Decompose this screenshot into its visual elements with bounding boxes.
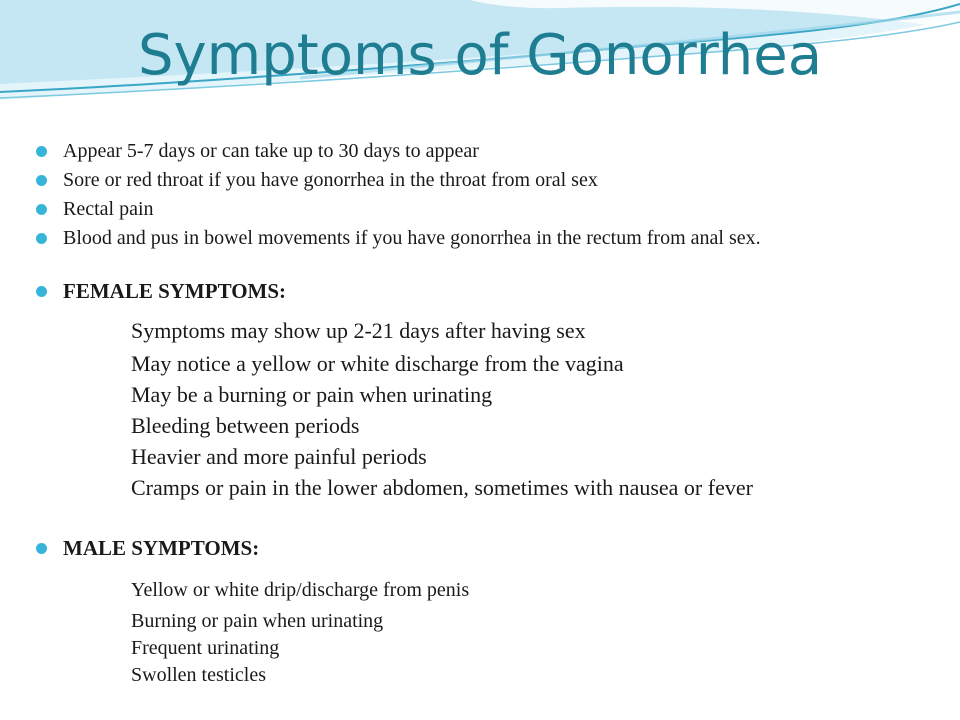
bullet-dot-icon <box>36 175 47 186</box>
slide-title: Symptoms of Gonorrhea <box>137 23 823 88</box>
female-symptoms-heading: FEMALE SYMPTOMS: <box>63 279 287 303</box>
bullet-text: Appear 5-7 days or can take up to 30 days to appear <box>63 140 479 162</box>
bullet-text: Blood and pus in bowel movements if you have gonorrhea in the rectum from anal sex. <box>63 227 761 249</box>
female-symptom-item: Symptoms may show up 2-21 days after having sex <box>131 318 586 343</box>
male-symptom-item: Swollen testicles <box>131 664 266 686</box>
female-symptom-item: May notice a yellow or white discharge from the vagina <box>131 351 624 376</box>
female-symptom-item: Bleeding between periods <box>131 413 360 438</box>
bullet-dot-icon <box>36 233 47 244</box>
bullet-dot-icon <box>36 543 47 554</box>
bullet-dot-icon <box>36 146 47 157</box>
female-symptom-item: Heavier and more painful periods <box>131 444 427 469</box>
male-symptom-item: Frequent urinating <box>131 637 280 659</box>
male-symptom-item: Yellow or white drip/discharge from penis <box>131 579 470 601</box>
bullet-text: Sore or red throat if you have gonorrhea in the throat from oral sex <box>63 169 598 191</box>
bullet-text: Rectal pain <box>63 198 154 220</box>
male-symptoms-heading: MALE SYMPTOMS: <box>63 536 260 560</box>
bullet-dot-icon <box>36 204 47 215</box>
male-symptom-item: Burning or pain when urinating <box>131 610 384 632</box>
female-symptom-item: May be a burning or pain when urinating <box>131 382 493 407</box>
bullet-dot-icon <box>36 286 47 297</box>
female-symptom-item: Cramps or pain in the lower abdomen, sometimes with nausea or fever <box>131 475 753 500</box>
